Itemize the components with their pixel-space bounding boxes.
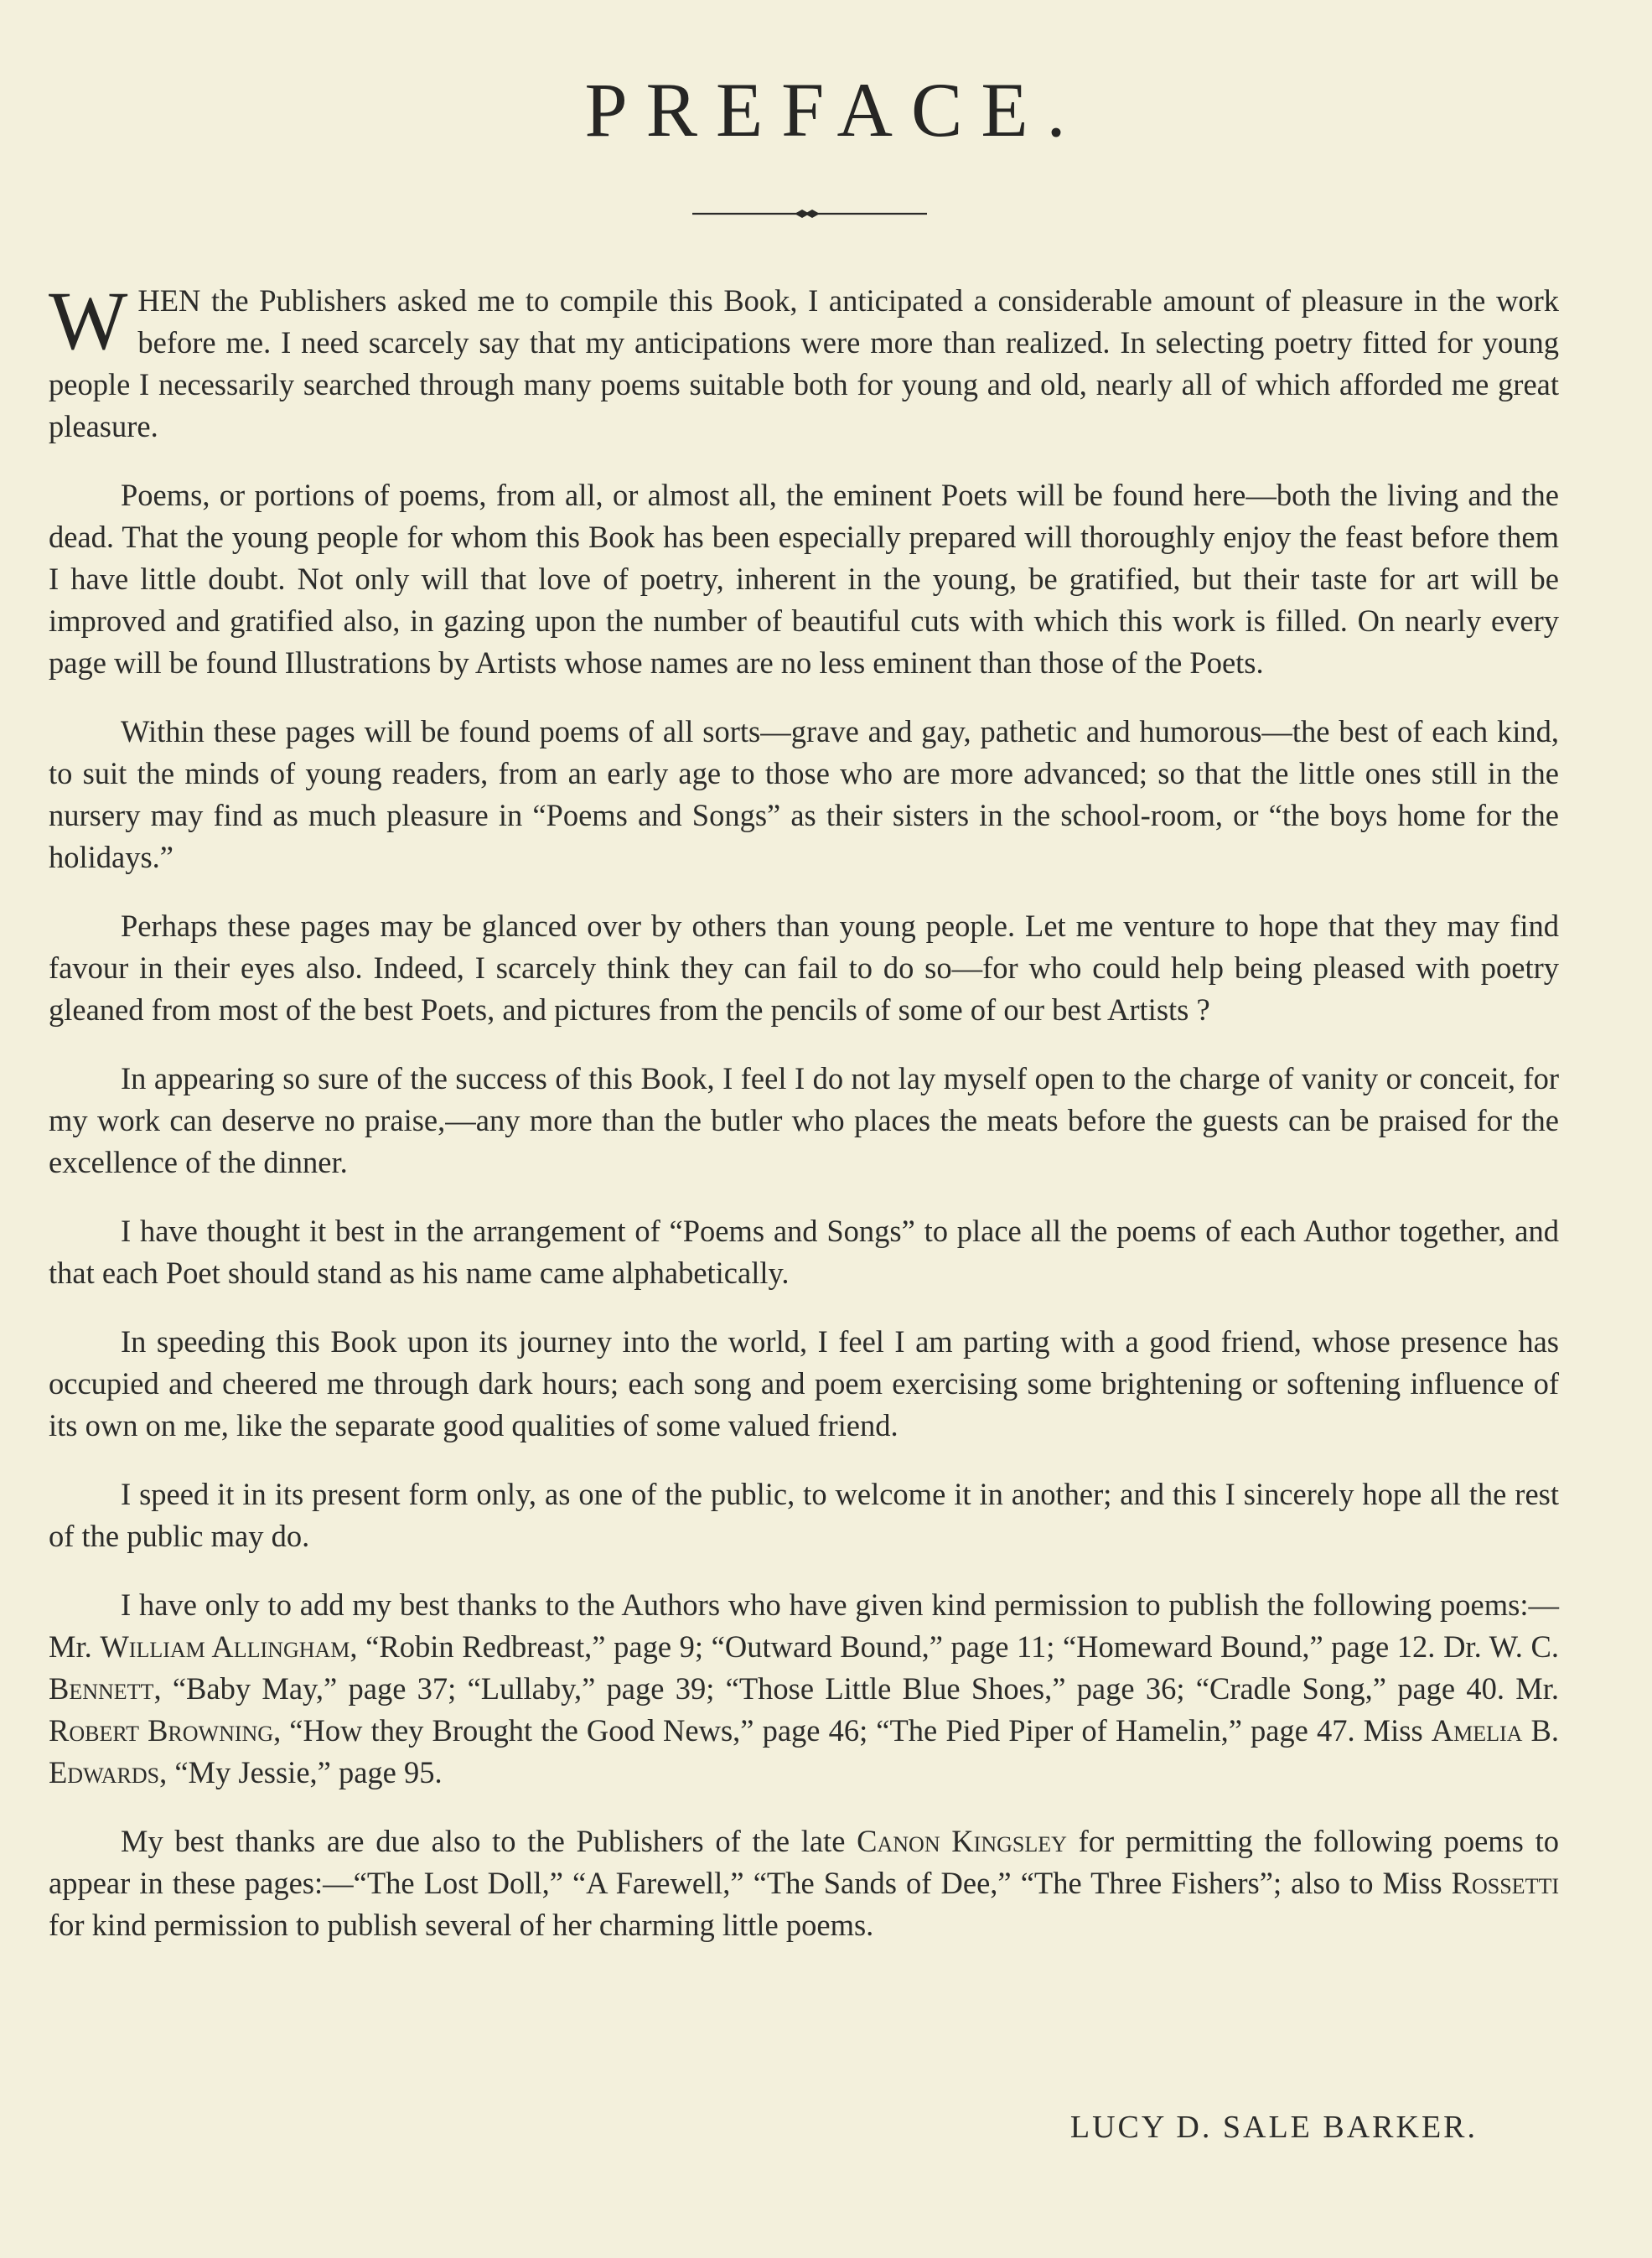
rule-ornament-icon bbox=[692, 205, 927, 223]
p9-text-b: , “Robin Redbreast,” page 9; “Outward Bound,” page 11; “Homeward Bound,” page 12. Dr. W. C. bbox=[350, 1629, 1559, 1664]
paragraph-3: Within these pages will be found poems of all sorts—grave and gay, pathetic and humorous—the best of each kind, to suit the minds of young readers, from an early age to those who are more advanced; so that the little ones still in the nursery may find as much pleasure in “Poems and Songs” as their sisters in the school-room, or “the boys home for the holidays.” bbox=[49, 714, 1559, 874]
paragraph-5: In appearing so sure of the success of this Book, I feel I do not lay myself open to the charge of vanity or conceit, for my work can deserve no praise,—any more than the butler who places the meats before the guests can be praised for the excellence of the dinner. bbox=[49, 1061, 1559, 1179]
paragraph-6: I have thought it best in the arrangement of “Poems and Songs” to place all the poems of each Author together, and that each Poet should stand as his name came alphabetically. bbox=[49, 1214, 1559, 1290]
author-signature: LUCY D. SALE BARKER. bbox=[1069, 2110, 1478, 2145]
author-name-edwards: Edwards bbox=[49, 1755, 160, 1789]
p9-text-e: B. bbox=[1522, 1713, 1560, 1748]
author-name-bennett: Bennett bbox=[49, 1671, 154, 1706]
p10-text-a: My best thanks are due also to the Publishers of the late bbox=[121, 1824, 857, 1858]
p10-text-c: for kind permission to publish several of her charming little poems. bbox=[49, 1908, 874, 1942]
drop-cap: W bbox=[49, 274, 128, 367]
p10-text-b: for permitting the following poems to appear in these pages:—“The Lost Doll,” “A Farewell,” “The Sands of Dee,” “The Three Fishers”; also to Miss bbox=[49, 1824, 1559, 1900]
author-name-kingsley: Canon Kingsley bbox=[857, 1824, 1067, 1858]
paragraph-1 bbox=[49, 274, 1559, 448]
paragraph-4: Perhaps these pages may be glanced over by others than young people. Let me venture to hope that they may find favour in their eyes also. Indeed, I scarcely think they can fail to do so—for who could help being pleased with poetry gleaned from most of the best Poets, and pictures from the pencils of some of our best Artists ? bbox=[49, 909, 1559, 1027]
author-name-rossetti: Rossetti bbox=[1451, 1866, 1559, 1900]
author-name-browning: Robert Browning bbox=[49, 1713, 274, 1748]
paragraph-8: I speed it in its present form only, as one of the public, to welcome it in another; and this I sincerely hope all the rest of the public may do. bbox=[49, 1477, 1559, 1553]
paragraph-9 bbox=[49, 1584, 1559, 1794]
paragraph-7: In speeding this Book upon its journey into the world, I feel I am parting with a good friend, whose presence has occupied and cheered me through dark hours; each song and poem exercising some brightening or softening influence of its own on me, like the separate good qualities of some valued friend. bbox=[49, 1324, 1559, 1442]
preface-body bbox=[49, 274, 1560, 1973]
p9-text-c: , “Baby May,” page 37; “Lullaby,” page 39; “Those Little Blue Shoes,” page 36; “Cradle Song,” page 40. Mr. bbox=[153, 1671, 1559, 1706]
paragraph-10 bbox=[49, 1820, 1559, 1946]
author-name-amelia: Amelia bbox=[1431, 1713, 1523, 1748]
author-name-allingham: William Allingham bbox=[100, 1629, 350, 1664]
p9-text-d: , “How they Brought the Good News,” page 46; “The Pied Piper of Hamelin,” page 47. Miss bbox=[273, 1713, 1432, 1748]
paragraph-2: Poems, or portions of poems, from all, or almost all, the eminent Poets will be found here—both the living and the dead. That the young people for whom this Book has been especially prepared will thoroughly enjoy the feast before them I have little doubt. Not only will that love of poetry, inherent in the young, be gratified, but their taste for art will be improved and gratified also, in gazing upon the number of beautiful cuts with which this work is filled. On nearly every page will be found Illustrations by Artists whose names are no less eminent than those of the Poets. bbox=[49, 478, 1559, 680]
page-title: PREFACE. bbox=[584, 67, 1085, 153]
p9-text-a: I have only to add my best thanks to the Authors who have given kind permission to publish the following poems:—Mr. bbox=[49, 1587, 1559, 1664]
paragraph-1-text: HEN the Publishers asked me to compile this Book, I anticipated a considerable amount of pleasure in the work before me. I need scarcely say that my anticipations were more than realized. In selecting poetry fitted for young people I necessarily searched through many poems suitable both for young and old, nearly all of which afforded me great pleasure. bbox=[49, 283, 1559, 443]
p9-text-f: , “My Jessie,” page 95. bbox=[159, 1755, 443, 1789]
